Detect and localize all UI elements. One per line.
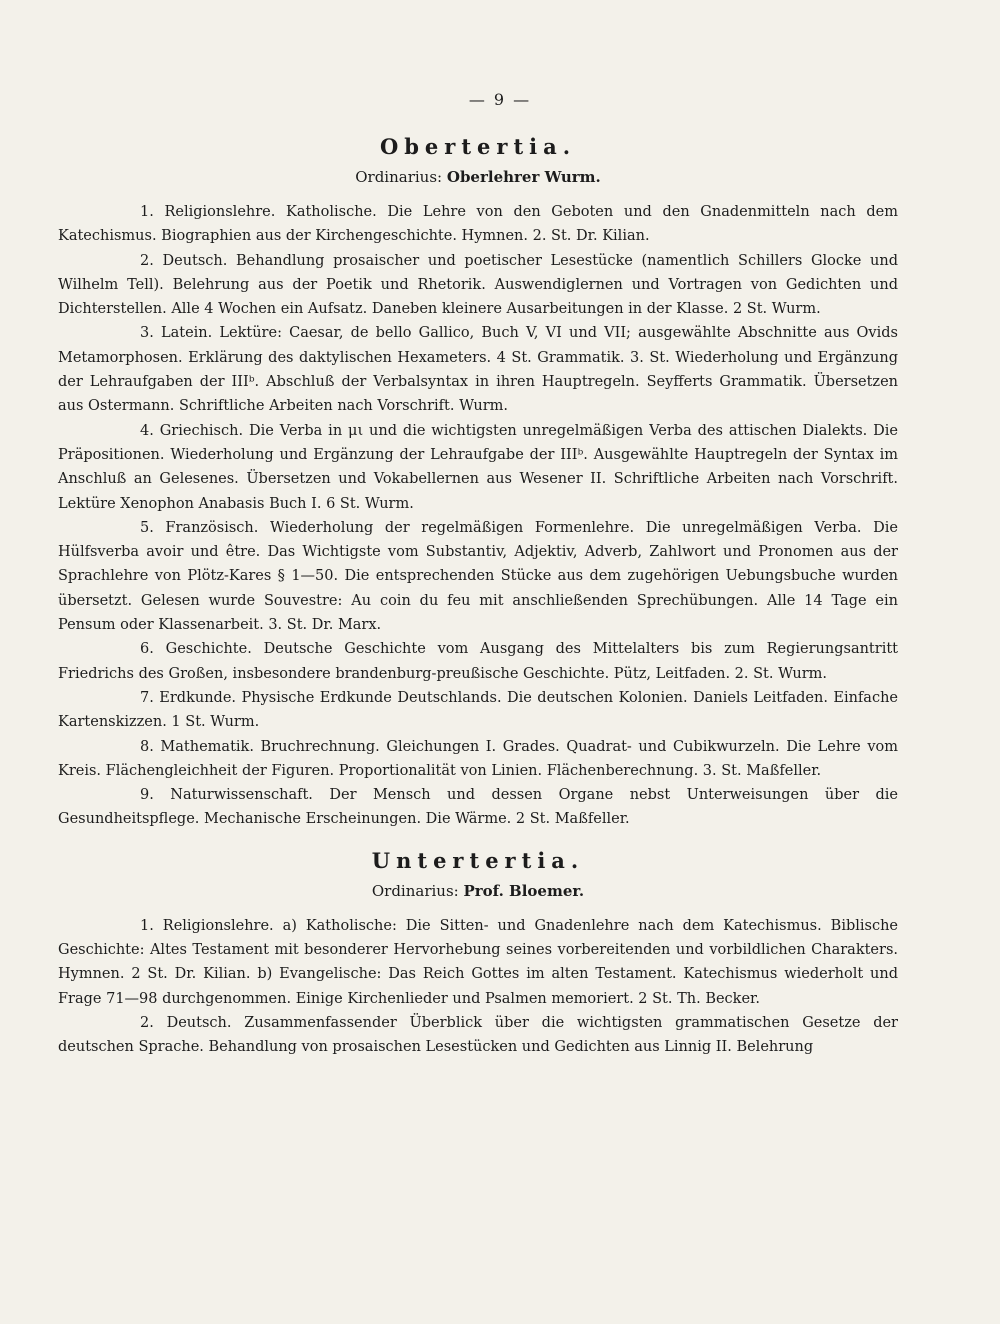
ordinarius-label: Ordinarius: xyxy=(371,881,459,900)
subject-erdkunde: 7. Erdkunde. Physische Erdkunde Deutschlands. Die deutschen Kolonien. Daniels Leitfaden. Einfache Kartenskizzen. 1 St. Wurm. xyxy=(58,689,898,731)
subject-religion: 1. Religionslehre. Katholische. Die Lehre von den Geboten und den Gnadenmitteln nach dem Katechismus. Biographien aus der Kirchengeschichte. Hymnen. 2. St. Dr. Kilian. xyxy=(58,204,898,245)
subject-griechisch: 4. Griechisch. Die Verba in μι und die wichtigsten unregelmäßigen Verba des attischen Dialekts. Die Präpositionen. Wiederholung und Ergänzung der Lehraufgabe der IIIᵇ. Ausgewählte Hauptregeln der Syntax im Anschluß an Gelesenes. Übersetzen und Vokabellernen aus Wesener II. Schriftliche Arbeiten nach Vorschrift. Lektüre Xenophon Anabasis Buch I. 6 St. Wurm. xyxy=(58,422,898,512)
subject-franzoesisch: 5. Französisch. Wiederholung der regelmäßigen Formenlehre. Die unregelmäßigen Verba. Die Hülfsverba avoir und être. Das Wichtigste vom Substantiv, Adjektiv, Adverb, Zahlwort und Pronomen aus der Sprachlehre von Plötz-Kares § 1—50. Die entsprechenden Stücke aus dem zugehörigen Uebungsbuche wurden übersetzt. Gelesen wurde Souvestre: Au coin du feu mit anschließenden Sprechübungen. Alle 14 Tage ein Pensum oder Klassenarbeit. 3. St. Dr. Marx. xyxy=(58,519,898,634)
subject-mathematik: 8. Mathematik. Bruchrechnung. Gleichungen I. Grades. Quadrat- und Cubikwurzeln. Die Lehre vom Kreis. Flächengleichheit der Figuren. Proportionalität von Linien. Flächenberechnung. 3. St. Maßfeller. xyxy=(58,738,898,779)
subject-deutsch: 2. Deutsch. Behandlung prosaischer und poetischer Lesestücke (namentlich Schillers Glocke und Wilhelm Tell). Belehrung aus der Poetik und Rhetorik. Auswendiglernen und Vortragen von Gedichten und Dichterstellen. Alle 4 Wochen ein Aufsatz. Daneben kleinere Ausarbeitungen in der Klasse. 2 St. Wurm. xyxy=(58,252,898,318)
ordinarius-name: Prof. Bloemer. xyxy=(463,881,585,900)
subject-deutsch: 2. Deutsch. Zusammenfassender Überblick über die wichtigsten grammatischen Gesetze der deutschen Sprache. Behandlung von prosaischen Lesestücken und Gedichten aus Linnig II. Belehrung xyxy=(58,1014,898,1056)
section-obertertia xyxy=(58,130,898,832)
ordinarius-name: Oberlehrer Wurm. xyxy=(446,168,601,186)
page-content xyxy=(58,130,898,1060)
ordinarius-line xyxy=(58,164,898,190)
subject-naturwissenschaft: 9. Naturwissenschaft. Der Mensch und dessen Organe nebst Unterweisungen über die Gesundheitspflege. Mechanische Erscheinungen. Die Wärme. 2 St. Maßfeller. xyxy=(58,787,898,828)
section-heading: Untertertia. xyxy=(371,847,585,873)
subject-geschichte: 6. Geschichte. Deutsche Geschichte vom Ausgang des Mittelalters bis zum Regierungsantritt Friedrichs des Großen, insbesondere brandenburg-preußische Geschichte. Pütz, Leitfaden. 2. St. Wurm. xyxy=(58,641,898,682)
section-untertertia xyxy=(58,844,898,1060)
ordinarius-label: Ordinarius: xyxy=(355,168,443,186)
page-number: — 9 — xyxy=(468,90,532,109)
section-heading: Obertertia. xyxy=(379,134,577,159)
ordinarius-line xyxy=(58,878,898,904)
subject-religion: 1. Religionslehre. a) Katholische: Die Sitten- und Gnadenlehre nach dem Katechismus. Biblische Geschichte: Altes Testament mit besonderer Hervorhebung seines vorbereitenden und vorbildlichen Charakters. Hymnen. 2 St. Dr. Kilian. b) Evangelische: Das Reich Gottes im alten Testament. Katechismus wiederholt und Frage 71—98 durchgenommen. Einige Kirchenlieder und Psalmen memoriert. 2 St. Th. Becker. xyxy=(58,917,898,1007)
subject-latein: 3. Latein. Lektüre: Caesar, de bello Gallico, Buch V, VI und VII; ausgewählte Abschnitte aus Ovids Metamorphosen. Erklärung des daktylischen Hexameters. 4 St. Grammatik. 3. St. Wiederholung und Ergänzung der Lehraufgaben der IIIᵇ. Abschluß der Verbalsyntax in ihren Hauptregeln. Seyfferts Grammatik. Übersetzen aus Ostermann. Schriftliche Arbeiten nach Vorschrift. Wurm. xyxy=(58,325,898,415)
